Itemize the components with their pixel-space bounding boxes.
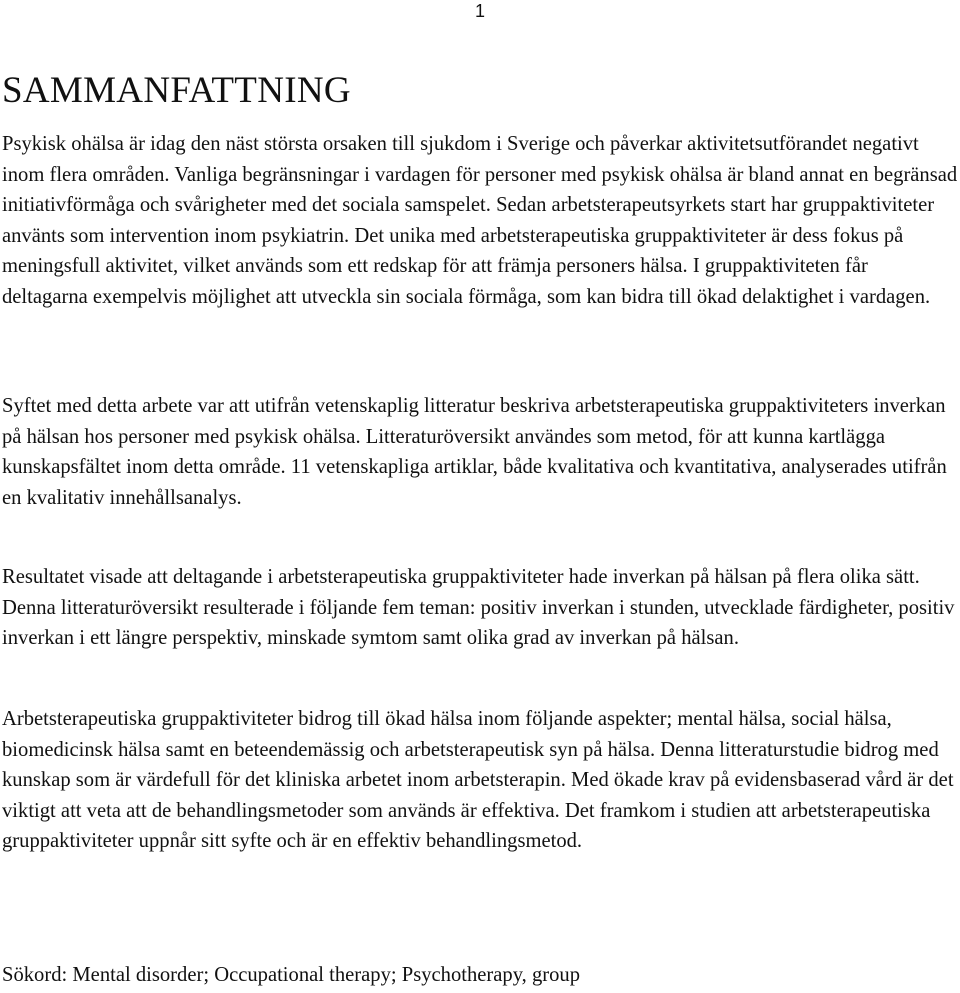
paragraph-aim-method: Syftet med detta arbete var att utifrån vetenskaplig litteratur beskriva arbetsterapeutiska gruppaktiviteters inverkan på hälsan hos personer med psykisk ohälsa. Litteraturöversikt användes som metod, för att kunna kartlägga kunskapsfältet inom detta område. 11 vetenskapliga artiklar, både kvalitativa och kvantitativa, analyserades utifrån en kvalitativ innehållsanalys. xyxy=(2,395,947,509)
page-number: 1 xyxy=(475,1,486,21)
paragraph-background: Psykisk ohälsa är idag den näst största orsaken till sjukdom i Sverige och påverkar aktivitetsutförandet negativt inom flera områden. Vanliga begränsningar i vardagen för personer med psykisk ohälsa är bland annat en begränsad initiativförmåga och svårigheter med det sociala samspelet. Sedan arbetsterapeutsyrkets start har gruppaktiviteter använts som intervention inom psykiatrin. Det unika med arbetsterapeutiska gruppaktiviteter är dess fokus på meningsfull aktivitet, vilket används som ett redskap för att främja personers hälsa. I gruppaktiviteten får deltagarna exempelvis möjlighet att utveckla sin sociala förmåga, som kan bidra till ökad delaktighet i vardagen. xyxy=(2,133,958,308)
paragraph-results: Resultatet visade att deltagande i arbetsterapeutiska gruppaktiviteter hade inverkan på hälsan på flera olika sätt. Denna litteraturöversikt resulterade i följande fem teman: positiv inverkan i stunden, utvecklade färdigheter, positiv inverkan i ett längre perspektiv, minskade symtom samt olika grad av inverkan på hälsan. xyxy=(2,566,955,649)
page-title: SAMMANFATTNING xyxy=(2,70,351,111)
keywords: Sökord: Mental disorder; Occupational therapy; Psychotherapy, group xyxy=(2,964,581,986)
paragraph-conclusion: Arbetsterapeutiska gruppaktiviteter bidrog till ökad hälsa inom följande aspekter; mental hälsa, social hälsa, biomedicinsk hälsa samt en beteendemässig och arbetsterapeutisk syn på hälsa. Denna litteraturstudie bidrog med kunskap som är värdefull för det kliniska arbetet inom arbetsterapin. Med ökade krav på evidensbaserad vård är det viktigt att veta att de behandlingsmetoder som används är effektiva. Det framkom i studien att arbetsterapeutiska gruppaktiviteter uppnår sitt syfte och är en effektiv behandlingsmetod. xyxy=(2,708,954,852)
